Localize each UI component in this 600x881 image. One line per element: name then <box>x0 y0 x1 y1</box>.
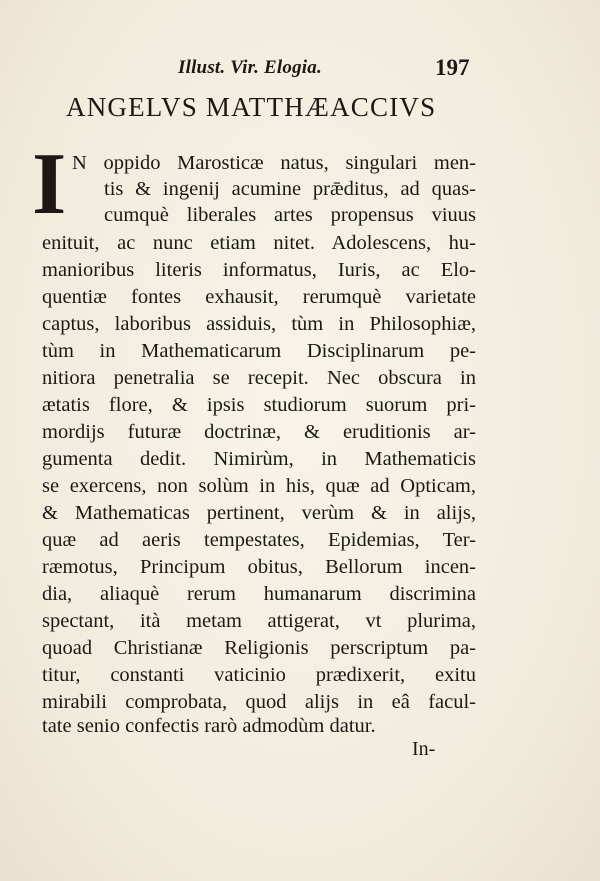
text-line: tis & ingenij acumine prǣditus, ad quas- <box>104 178 476 200</box>
text-line: N oppido Marosticæ natus, singulari men- <box>72 152 476 174</box>
text-line: enituit, ac nunc etiam nitet. Adolescens, hu- <box>42 232 476 254</box>
text-line: ætatis flore, & ipsis studiorum suorum pri- <box>42 394 476 416</box>
page-number: 197 <box>435 55 470 80</box>
text-line: se exercens, non solùm in his, quæ ad Opticam, <box>42 475 476 497</box>
text-line: titur, constanti vaticinio prædixerit, exitu <box>42 664 476 686</box>
text-line: mirabili comprobata, quod alijs in eâ facul- <box>42 691 476 713</box>
text-line: spectant, ità metam attigerat, vt plurima, <box>42 610 476 632</box>
catchword: In- <box>412 738 436 760</box>
text-line: nitiora penetralia se recepit. Nec obscura in <box>42 367 476 389</box>
text-line: manioribus literis informatus, Iuris, ac Elo- <box>42 259 476 281</box>
text-line: ræmotus, Principum obitus, Bellorum incen- <box>42 556 476 578</box>
text-line: dia, aliaquè rerum humanarum discrimina <box>42 583 476 605</box>
text-line: cumquè liberales artes propensus viuus <box>104 204 476 226</box>
text-line: quentiæ fontes exhausit, rerumquè varietate <box>42 286 476 308</box>
text-line: & Mathematicas pertinent, verùm & in alijs, <box>42 502 476 524</box>
text-line: tùm in Mathematicarum Disciplinarum pe- <box>42 340 476 362</box>
text-line: gumenta dedit. Nimirùm, in Mathematicis <box>42 448 476 470</box>
text-line: mordijs futuræ doctrinæ, & eruditionis ar- <box>42 421 476 443</box>
running-header-title: Illust. Vir. Elogia. <box>178 57 322 78</box>
chapter-heading: ANGELVS MATTHÆACCIVS <box>66 92 437 122</box>
text-line: captus, laboribus assiduis, tùm in Philosophiæ, <box>42 313 476 335</box>
drop-cap-initial: I <box>32 136 67 233</box>
text-line: quæ ad aeris tempestates, Epidemias, Ter- <box>42 529 476 551</box>
text-line: tate senio confectis rarò admodùm datur. <box>42 715 376 737</box>
text-line: quoad Christianæ Religionis perscriptum pa- <box>42 637 476 659</box>
